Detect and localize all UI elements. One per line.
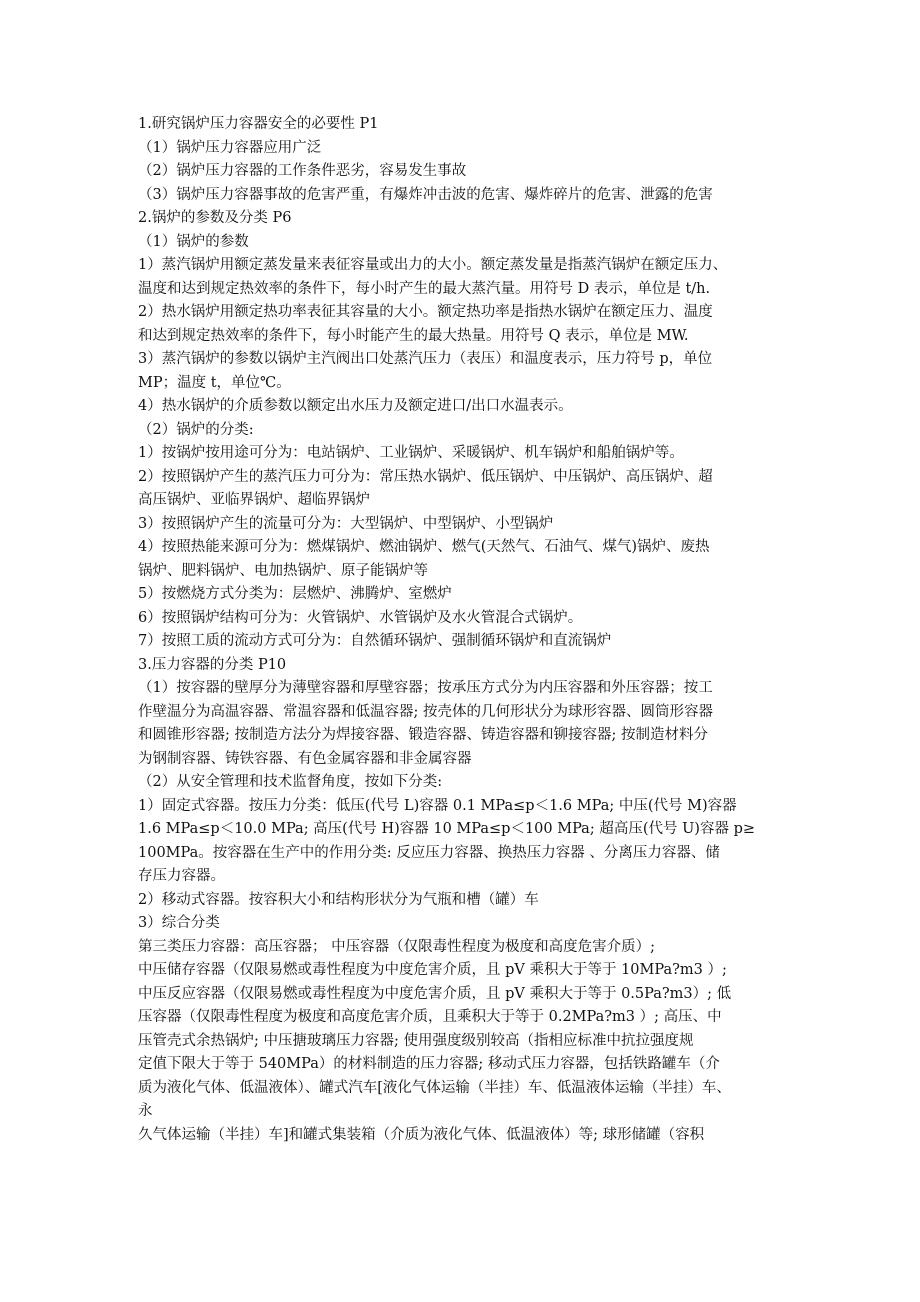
text-line: 4）热水锅炉的介质参数以额定出水压力及额定进口/出口水温表示。 — [138, 398, 573, 414]
text-line: 久气体运输（半挂）车]和罐式集装箱（介质为液化气体、低温液体）等; 球形储罐（容积 — [138, 1126, 705, 1143]
text-line: 锅炉、肥料锅炉、电加热锅炉、原子能锅炉等 — [138, 562, 428, 579]
text-line: （1）锅炉压力容器应用广泛 — [138, 139, 322, 156]
text-line: 3）蒸汽锅炉的参数以锅炉主汽阀出口处蒸汽压力（表压）和温度表示，压力符号 p，单位 — [138, 351, 713, 367]
heading-1: 1.研究锅炉压力容器安全的必要性 P1 — [138, 116, 379, 132]
text-line: 压容器（仅限毒性程度为极度和高度危害介质，且乘积大于等于 0.2MPa?m3 ）; 高压、中 — [138, 1009, 722, 1025]
text-line: 2）按照锅炉产生的蒸汽压力可分为：常压热水锅炉、低压锅炉、中压锅炉、高压锅炉、超 — [138, 468, 713, 485]
text-line: 1）固定式容器。按压力分类：低压(代号 L)容器 0.1 MPa≤p＜1.6 MPa; 中压(代号 M)容器 — [138, 797, 737, 814]
text-line: 7）按照工质的流动方式可分为：自然循环锅炉、强制循环锅炉和直流锅炉 — [138, 633, 612, 649]
text-line: 100MPa。按容器在生产中的作用分类: 反应压力容器、换热压力容器 、分离压力容器、储 — [138, 844, 720, 861]
text-line: 3）综合分类 — [138, 915, 220, 931]
text-line: 压管壳式余热锅炉; 中压搪玻璃压力容器; 使用强度级别较高（指相应标准中抗拉强度规 — [138, 1032, 694, 1049]
text-line: 1）按锅炉按用途可分为：电站锅炉、工业锅炉、采暖锅炉、机车锅炉和船舶锅炉等。 — [138, 445, 684, 461]
text-line: 5）按燃烧方式分类为：层燃炉、沸腾炉、室燃炉 — [138, 586, 452, 602]
text-line: 高压锅炉、亚临界锅炉、超临界锅炉 — [138, 492, 370, 508]
text-line: （2）锅炉的分类: — [138, 421, 254, 438]
text-line: 温度和达到规定热效率的条件下，每小时产生的最大蒸汽量。用符号 D 表示，单位是 t/h. — [138, 280, 711, 297]
text-line: （3）锅炉压力容器事故的危害严重，有爆炸冲击波的危害、爆炸碎片的危害、泄露的危害 — [138, 186, 713, 203]
text-line: 2）移动式容器。按容积大小和结构形状分为气瓶和槽（罐）车 — [138, 891, 539, 908]
text-line: 和圆锥形容器; 按制造方法分为焊接容器、锻造容器、铸造容器和铆接容器; 按制造材料分 — [138, 727, 708, 743]
text-line: 第三类压力容器：高压容器； 中压容器（仅限毒性程度为极度和高度危害介质）; — [138, 938, 655, 955]
text-line: 质为液化气体、低温液体）、罐式汽车[液化气体运输（半挂）车、低温液体运输（半挂）车、 — [138, 1079, 731, 1096]
text-line: 中压反应容器（仅限易燃或毒性程度为中度危害介质，且 pV 乘积大于等于 0.5Pa?m3）; 低 — [138, 985, 732, 1002]
text-line: （1）按容器的壁厚分为薄壁容器和厚壁容器；按承压方式分为内压容器和外压容器；按工 — [138, 680, 713, 696]
text-line: 定值下限大于等于 540MPa）的材料制造的压力容器; 移动式压力容器，包括铁路罐车（介 — [138, 1056, 720, 1072]
text-line: 2）热水锅炉用额定热功率表征其容量的大小。额定热功率是指热水锅炉在额定压力、温度 — [138, 304, 713, 320]
text-line: MP；温度 t，单位℃。 — [138, 374, 291, 391]
heading-3: 3.压力容器的分类 P10 — [138, 656, 287, 673]
document-body — [138, 113, 788, 1147]
text-line: 存压力容器。 — [138, 868, 225, 884]
text-line: 中压储存容器（仅限易燃或毒性程度为中度危害介质，且 pV 乘积大于等于 10MPa?m3 ）; — [138, 962, 727, 978]
text-line: 作壁温分为高温容器、常温容器和低温容器; 按壳体的几何形状分为球形容器、圆筒形容器 — [138, 703, 713, 720]
text-line: 1.6 MPa≤p＜10.0 MPa; 高压(代号 H)容器 10 MPa≤p＜100 MPa; 超高压(代号 U)容器 p≥ — [138, 821, 756, 837]
text-line: （2）锅炉压力容器的工作条件恶劣，容易发生事故 — [138, 163, 467, 179]
text-line: 6）按照锅炉结构可分为：火管锅炉、水管锅炉及水火管混合式锅炉。 — [138, 609, 583, 626]
text-line: 1）蒸汽锅炉用额定蒸发量来表征容量或出力的大小。额定蒸发量是指蒸汽锅炉在额定压力、 — [138, 257, 728, 273]
text-line: （1）锅炉的参数 — [138, 233, 249, 250]
text-line: 和达到规定热效率的条件下，每小时能产生的最大热量。用符号 Q 表示，单位是 MW. — [138, 327, 689, 344]
text-line: （2）从安全管理和技术监督角度，按如下分类: — [138, 774, 443, 790]
text-line: 3）按照锅炉产生的流量可分为：大型锅炉、中型锅炉、小型锅炉 — [138, 515, 554, 532]
text-line: 永 — [138, 1103, 153, 1119]
text-line: 4）按照热能来源可分为：燃煤锅炉、燃油锅炉、燃气(天然气、石油气、煤气)锅炉、废热 — [138, 539, 710, 555]
heading-2: 2.锅炉的参数及分类 P6 — [138, 210, 292, 226]
text-line: 为钢制容器、铸铁容器、有色金属容器和非金属容器 — [138, 750, 472, 767]
